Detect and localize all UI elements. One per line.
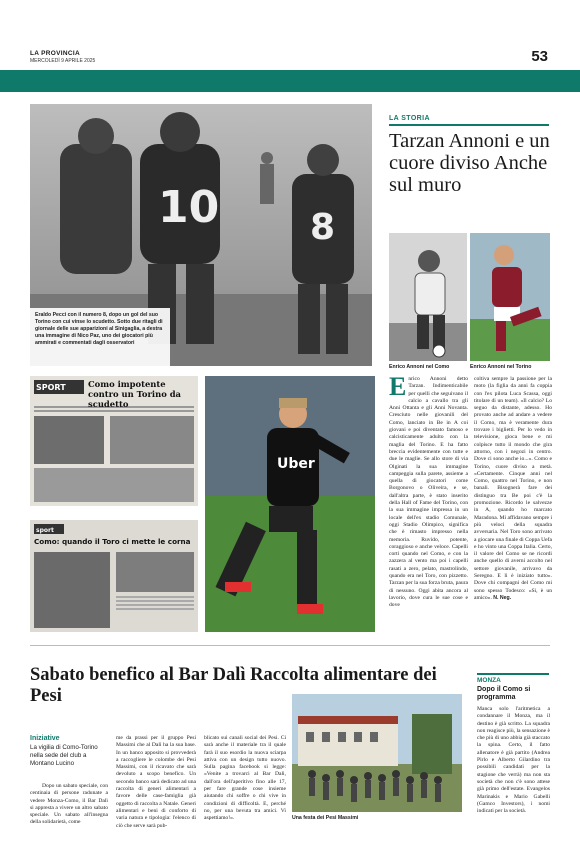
svg-text:Uber: Uber — [277, 456, 315, 472]
bottom-subhead: La vigilia di Como-Torino nella sede del club a Montano Lucino — [30, 744, 98, 767]
player-photo-image — [205, 376, 375, 632]
clipping-1-title: Como impotente contro un Torino da scudetto — [88, 379, 181, 409]
page-header — [30, 48, 550, 68]
svg-text:sport: sport — [36, 527, 54, 534]
clipping-2-title: Como: quando il Toro ci mette le corna — [34, 537, 191, 546]
masthead: LA PROVINCIA — [30, 50, 80, 57]
dateline: MERCOLEDÌ 9 APRILE 2025 — [30, 58, 96, 64]
annoni-torino-image — [470, 233, 550, 361]
svg-text:8: 8 — [310, 207, 336, 248]
annoni-torino-photo — [470, 233, 550, 361]
sidebar-body: Manca solo l'aritmetica a condannare il Monza, ma il destino è già scritto. La squadra non reagisce più, la sensazione è che più di uno abbia già staccato la spina. Certo, il fatto allenatore è già partito (Andrea Pirlo e Alberto Gilardino tra possibili candidati per la stagione che verrà) ma non sta società che non c'è sono attese già primo dell'estate. Evangelos Marinakis e Mario Gabelli (Gamco Investors), i nomi indicati per la società. — [477, 706, 551, 815]
newspaper-clipping-2 — [30, 520, 198, 632]
sidebar-kicker: MONZA — [477, 677, 501, 684]
sidebar-rule — [477, 673, 549, 675]
story-column-2 — [474, 376, 552, 634]
newspaper-clipping-1 — [30, 376, 198, 506]
story-headline: Tarzan Annoni e un cuore diviso Anche sul muro — [389, 130, 550, 196]
story-column-2-text: coltiva sempre la passione per la moto (la figlia da anni fa coppia con l'ex pilota Luca Scassa, oggi titolare di un team). «Il calcio? Lo seguo da distante, adesso. Ho provato anche ad andare a vedere il Como, ma è veramente dura trovare i biglietti. Per lo vedo in televisione, gioca bene e mi colpisce tutto il mondo che gira attorno, con i negozi in centro. Dove ci sono anche io...». Como e Torino, cuore diviso a metà. «Certamente. Cinque anni nel Como, quattro nel Torino, e non banali. Bisognerà fare dei distinguo tra Be poi c'è la promozione. Ricordo le salvezze in A, quando ho marcato Maradona. Mi affidavano sempre i più veloci della squadra avversaria. Nel Toro sono arrivato a giocare una finale di Coppa Uefa e ho vinto una Coppa Italia. Certo, il valore del Como se ne ricordi anche quello di averni accolto nel settore giovanile, arrivavo da Seregno. E lì è iniziato tutto». Dove chi compagni del Como mi sono spesso Todesco: «Sì, è un amico». — [474, 376, 552, 601]
caption-annoni-como: Enrico Annoni nel Como — [389, 364, 450, 370]
bar-event-image — [292, 694, 462, 812]
vintage-football-photo — [30, 104, 372, 366]
sidebar-title: Dopo il Como si programma — [477, 686, 531, 702]
svg-text:10: 10 — [158, 182, 220, 233]
bottom-headline: Sabato benefico al Bar Dalì Raccolta alimentare dei Pesi — [30, 665, 437, 706]
bottom-column-2: me da prassi per il gruppo Pesi Massimi che al Dalì ha la sua base. In un banco apposito si provvederà a raccogliere le colombe dei Pesi Massimi, con il ricavato che sarà devoluto a scopo benefico. Un secondo banco sarà dedicato ad una raccolta di generi alimentari a favore delle case-famiglia già oggetto di raccolta a Natale. Generi alimentari e beni di conforto di varia natura e tipologia: l'elenco di ciò che serve sarà pub- — [116, 735, 196, 829]
drop-cap: E — [389, 372, 407, 401]
svg-text:SPORT: SPORT — [36, 383, 66, 392]
caption-annoni-torino: Enrico Annoni nel Torino — [470, 364, 532, 370]
player-photo — [205, 376, 375, 632]
annoni-como-image — [389, 233, 467, 361]
header-color-band — [0, 70, 580, 92]
bar-photo-caption: Una festa dei Pesi Massimi — [292, 815, 359, 821]
story-column-1-text: nrico Annoni detto Tarzan. Indimenticabile per quelli che seguivano il calcio a cavallo tra gli Anni Ottanta e gli Anni Novanta. Cresciuto nelle giovanili del Como, lanciato in Be in A coi giovani e poi diventato famoso e calcisticamente adulto con la maglia del Torino. E ha fatto breccia evidentemente con tutte e due le maglie. Se allo store di via Olginati la sua immagine campeggia sulla parete, assieme a quella di giocatori come Borgonovo o Oliveira, e se, dall'altra parte, è stato inserito della Hall of Fame del Torino, con la sua immagine impressa in un locale dell'ex stadio Comunale, oggi Stadio Olimpico, significa che è rimasto impresso nella memoria. Ruvido, potente, coraggioso e anche veloce. Capelli corti quando nel Como, e con la zazzera al vento ma poi i capelli rasati a zero, pelato, mastrolindo, quando era nel Toro, con pizzetto. Tarzan per la sua forza bruta, paura di nessuno. Oggi abita ancora al lavorio, dove cura le sue cose e dove — [389, 376, 468, 609]
story-column-1 — [389, 372, 468, 634]
bar-event-photo — [292, 694, 462, 812]
section-divider — [30, 645, 550, 646]
kicker-rule — [389, 124, 549, 126]
bottom-column-3: blicato sui canali social dei Pesi. Ci sarà anche il materiale tra il quale farà il suo esordio la nuova sciarpa attiva con un design tutto nuovo. Sulla pagina facebook si legge: «Venite a trovarci al Bar Dalì, dall'ora dell'aperitivo fino alle 17, per fare grande cose insieme aiutando chi soffre o chi vive in condizioni di difficoltà. E, perché no, per una bevuta tra amici. Vi aspettiamo!». — [204, 735, 286, 822]
page-number: 53 — [531, 48, 548, 65]
bottom-column-1: Dopo un sabato speciale, con centinaia di persone radunate a vedere Monza-Como, il Bar Dalì si appresta a vivere un altro sabato speciale. Un sabato all'insegna della solidarietà, come — [30, 783, 108, 826]
author-signature: N. Neg. — [493, 594, 512, 601]
story-kicker: LA STORIA — [389, 115, 430, 122]
bottom-kicker: Iniziative — [30, 735, 60, 742]
annoni-como-photo — [389, 233, 467, 361]
photo-caption: Eraldo Pecci con il numero 8, dopo un gol del suo Torino con cui vinse lo scudetto. Sotto due ritagli di giornale delle sue apparizioni al Sinigaglia, a destra una immagine di Nico Paz, uno dei giocatori più ammirati e commentati dagli osservatori — [30, 308, 170, 366]
